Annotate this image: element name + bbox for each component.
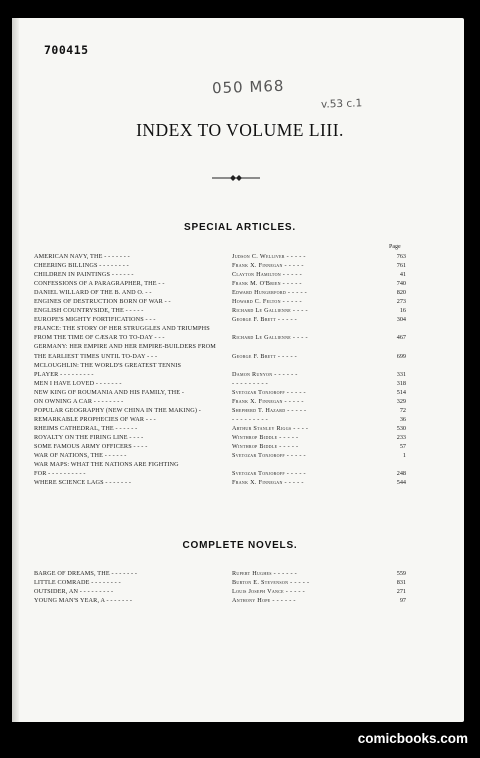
index-entry bbox=[34, 379, 406, 388]
index-entry bbox=[34, 587, 406, 596]
page-title: INDEX TO VOLUME LIII. bbox=[136, 120, 344, 140]
complete-novels-list bbox=[34, 569, 406, 605]
entry-author: George F. Brett - - - - - bbox=[232, 316, 298, 324]
index-entry bbox=[34, 261, 406, 270]
entry-page: 544 bbox=[396, 479, 406, 487]
index-entry bbox=[34, 460, 406, 469]
entry-title: WHERE SCIENCE LAGS - - - - - - - bbox=[34, 479, 132, 487]
index-entry bbox=[34, 279, 406, 288]
index-entry bbox=[34, 361, 406, 370]
entry-author: Svetozar Tonjoroff - - - - - bbox=[232, 452, 306, 460]
entry-title: ON OWNING A CAR - - - - - - - - bbox=[34, 397, 124, 405]
entry-title: YOUNG MAN'S YEAR, A - - - - - - - bbox=[34, 597, 133, 605]
entry-author: Frank X. Finnegan - - - - - bbox=[232, 479, 304, 487]
index-entry bbox=[34, 433, 406, 442]
entry-title: CHEERING BILLINGS - - - - - - - - bbox=[34, 262, 129, 270]
entry-page: 1 bbox=[402, 452, 406, 460]
index-entry bbox=[34, 569, 406, 578]
entry-title: CONFESSIONS OF A PARAGRAPHER, THE - - bbox=[34, 280, 165, 288]
entry-author: - - - - - - - - - bbox=[232, 415, 269, 423]
entry-title: MEN I HAVE LOVED - - - - - - - bbox=[34, 379, 122, 387]
entry-page: 304 bbox=[396, 316, 406, 324]
site-watermark: comicbooks.com bbox=[357, 731, 468, 746]
entry-author: Burton E. Stevenson - - - - - bbox=[232, 579, 310, 587]
entry-author: - - - - - - - - - bbox=[232, 379, 269, 387]
complete-novels-heading: COMPLETE NOVELS. bbox=[182, 540, 298, 551]
entry-title: REMARKABLE PROPHECIES OF WAR - - - bbox=[34, 415, 156, 423]
index-entry bbox=[34, 315, 406, 324]
entry-page: 318 bbox=[396, 379, 406, 387]
index-entry bbox=[34, 478, 406, 487]
entry-author: Frank M. O'Brien - - - - - bbox=[232, 280, 302, 288]
entry-page: 36 bbox=[399, 415, 406, 423]
index-entry bbox=[34, 333, 406, 342]
index-entry bbox=[34, 288, 406, 297]
handwritten-call-number: 050 M68 bbox=[211, 76, 285, 98]
entry-author: Rupert Hughes - - - - - - bbox=[232, 570, 298, 577]
index-entry bbox=[34, 469, 406, 478]
entry-title: OUTSIDER, AN - - - - - - - - - bbox=[34, 588, 114, 596]
entry-page: 763 bbox=[396, 253, 406, 260]
handwritten-volume-note: v.53 c.1 bbox=[320, 97, 363, 111]
entry-title: MCLOUGHLIN: THE WORLD'S GREATEST TENNIS bbox=[34, 361, 182, 369]
index-entry bbox=[34, 397, 406, 406]
entry-page: 559 bbox=[396, 570, 406, 577]
entry-page: 16 bbox=[399, 307, 406, 315]
entry-page: 530 bbox=[396, 424, 406, 432]
entry-author: Winthrop Biddle - - - - - bbox=[232, 442, 299, 450]
entry-author: Shepherd T. Hazard - - - - - bbox=[232, 406, 307, 414]
entry-title: FROM THE TIME OF CÆSAR TO TO-DAY - - - bbox=[34, 334, 165, 342]
entry-page: 233 bbox=[396, 433, 406, 441]
entry-title: LITTLE COMRADE - - - - - - - - bbox=[34, 579, 121, 587]
index-entry bbox=[34, 352, 406, 361]
index-entry bbox=[34, 252, 406, 261]
index-entry bbox=[34, 306, 406, 315]
entry-title: DANIEL WILLARD OF THE B. AND O. - - bbox=[34, 289, 152, 297]
entry-author: Clayton Hamilton - - - - - bbox=[232, 271, 302, 279]
entry-author: Frank X. Finnegan - - - - - bbox=[232, 262, 304, 270]
entry-author: George F. Brett - - - - - bbox=[232, 352, 298, 360]
index-entry bbox=[34, 424, 406, 433]
entry-author: Anthony Hope - - - - - - bbox=[232, 597, 296, 605]
entry-author: Frank X. Finnegan - - - - - bbox=[232, 397, 304, 405]
index-entry bbox=[34, 388, 406, 397]
entry-page: 467 bbox=[396, 334, 406, 342]
index-entry bbox=[34, 415, 406, 424]
index-entry bbox=[34, 451, 406, 460]
entry-title: FOR - - - - - - - - - - bbox=[34, 470, 86, 478]
entry-title: FRANCE: THE STORY OF HER STRUGGLES AND TRIUMPHS bbox=[34, 325, 210, 333]
entry-author: Damon Runyon - - - - - - bbox=[232, 370, 298, 378]
entry-author: Arthur Stanley Riggs - - - - bbox=[232, 424, 309, 432]
entry-page: 820 bbox=[396, 289, 406, 297]
entry-page: 329 bbox=[396, 397, 406, 405]
entry-title: ENGINES OF DESTRUCTION BORN OF WAR - - bbox=[34, 298, 171, 306]
entry-title: EUROPE'S MIGHTY FORTIFICATIONS - - - bbox=[34, 316, 156, 324]
entry-title: RHEIMS CATHEDRAL, THE - - - - - - bbox=[34, 424, 138, 432]
entry-title: AMERICAN NAVY, THE - - - - - - - bbox=[34, 253, 130, 260]
index-entry bbox=[34, 324, 406, 333]
entry-author: Richard Le Gallienne - - - - bbox=[232, 334, 308, 342]
entry-page: 97 bbox=[399, 597, 406, 605]
entry-title: PLAYER - - - - - - - - - bbox=[34, 370, 94, 378]
entry-page: 740 bbox=[396, 280, 406, 288]
entry-author: Richard Le Gallienne - - - - bbox=[232, 307, 308, 315]
entry-page: 248 bbox=[396, 470, 406, 478]
entry-page: 331 bbox=[396, 370, 406, 378]
entry-page: 273 bbox=[396, 298, 406, 306]
entry-title: THE EARLIEST TIMES UNTIL TO-DAY - - - bbox=[34, 352, 158, 360]
entry-title: ROYALTY ON THE FIRING LINE - - - - bbox=[34, 433, 144, 441]
index-entry bbox=[34, 442, 406, 451]
index-entry bbox=[34, 578, 406, 587]
entry-title: WAR OF NATIONS, THE - - - - - - bbox=[34, 452, 127, 460]
entry-title: BARGE OF DREAMS, THE - - - - - - - bbox=[34, 570, 138, 577]
entry-author: Svetozar Tonjoroff - - - - - bbox=[232, 388, 306, 396]
entry-author: Winthrop Biddle - - - - - bbox=[232, 433, 299, 441]
index-entry bbox=[34, 596, 406, 605]
entry-page: 761 bbox=[396, 262, 406, 270]
entry-title: WAR MAPS: WHAT THE NATIONS ARE FIGHTING bbox=[34, 461, 179, 469]
index-entry bbox=[34, 342, 406, 351]
entry-page: 57 bbox=[399, 442, 406, 450]
entry-author: Louis Joseph Vance - - - - - bbox=[232, 588, 305, 596]
index-entry bbox=[34, 406, 406, 415]
entry-page: 271 bbox=[396, 588, 406, 596]
entry-author: Howard C. Felton - - - - - bbox=[232, 298, 302, 306]
entry-page: 72 bbox=[399, 406, 406, 414]
entry-title: NEW KING OF ROUMANIA AND HIS FAMILY, THE - bbox=[34, 388, 185, 396]
entry-page: 699 bbox=[396, 352, 406, 360]
entry-page: 831 bbox=[396, 579, 406, 587]
entry-author: Svetozar Tonjoroff - - - - - bbox=[232, 470, 306, 478]
special-articles-list bbox=[34, 252, 406, 487]
ornament-divider bbox=[212, 173, 260, 183]
index-entry bbox=[34, 297, 406, 306]
accession-number: 700415 bbox=[44, 43, 89, 57]
index-entry bbox=[34, 370, 406, 379]
entry-title: ENGLISH COUNTRYSIDE, THE - - - - - bbox=[34, 307, 144, 315]
entry-title: SOME FAMOUS ARMY OFFICERS - - - - bbox=[34, 442, 148, 450]
page-column-header: Page bbox=[389, 244, 401, 250]
special-articles-heading: SPECIAL ARTICLES. bbox=[184, 222, 296, 233]
entry-title: POPULAR GEOGRAPHY (NEW CHINA IN THE MAKING) - bbox=[34, 406, 201, 414]
entry-author: Edward Hungerford - - - - - bbox=[232, 289, 308, 297]
entry-page: 514 bbox=[396, 388, 406, 396]
entry-page: 41 bbox=[399, 271, 406, 279]
entry-title: CHILDREN IN PAINTINGS - - - - - - bbox=[34, 271, 134, 279]
entry-author: Judson C. Welliver - - - - - bbox=[232, 253, 306, 260]
entry-title: GERMANY: HER EMPIRE AND HER EMPIRE-BUILDERS FROM bbox=[34, 343, 216, 351]
index-entry bbox=[34, 270, 406, 279]
